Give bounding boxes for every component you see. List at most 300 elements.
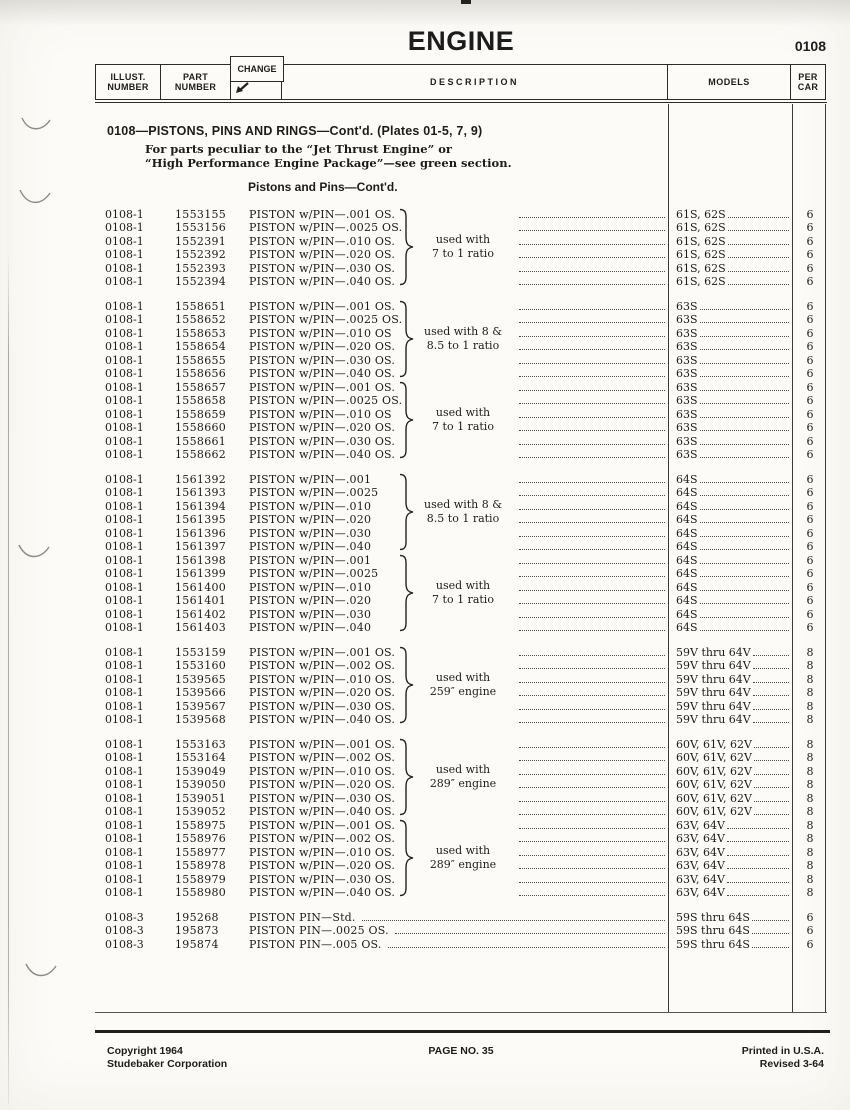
models-cell: [669, 421, 793, 434]
models-cell: [669, 832, 793, 845]
dotted-leader: [700, 376, 789, 377]
brace-note-line: 8.5 to 1 ratio: [426, 338, 500, 352]
part: 1561398: [175, 553, 227, 567]
table-row: [95, 275, 827, 289]
part: 1561397: [175, 540, 227, 553]
dotted-leader: [700, 363, 789, 364]
dotted-leader: [519, 747, 665, 748]
models: 63V, 64V: [676, 886, 725, 899]
illust: 0108-1: [105, 221, 144, 234]
illust: 0108-1: [105, 699, 144, 713]
dotted-leader: [752, 920, 789, 921]
models: 63S: [676, 367, 698, 380]
illust: 0108-1: [105, 353, 144, 367]
dotted-leader: [753, 668, 789, 669]
per: 6: [806, 526, 814, 540]
brace-note: [411, 579, 515, 606]
desc: PISTON w/PIN—.030 OS.: [249, 261, 396, 275]
table-row: [95, 313, 827, 327]
per: 6: [806, 499, 814, 513]
desc: PISTON w/PIN—.0025 OS.: [249, 313, 403, 326]
part: 1539567: [175, 699, 227, 713]
models-cell: [669, 792, 793, 805]
page-curl-mark: [18, 188, 52, 208]
brace-note-line: 7 to 1 ratio: [432, 419, 494, 433]
models: 59V thru 64V: [676, 659, 751, 672]
desc: PISTON w/PIN—.040 OS.: [249, 713, 396, 726]
dotted-leader: [519, 271, 665, 272]
illust: 0108-1: [105, 607, 144, 621]
per: 6: [806, 353, 814, 367]
desc: PISTON w/PIN—.0025: [249, 567, 379, 580]
dotted-leader: [519, 444, 665, 445]
illust: 0108-1: [105, 872, 144, 886]
per: 8: [806, 751, 814, 764]
per: 6: [806, 221, 814, 234]
dotted-leader: [519, 814, 665, 815]
dotted-leader: [519, 895, 665, 896]
dotted-leader: [519, 522, 665, 523]
illust: 0108-1: [105, 713, 144, 726]
table-row: [95, 448, 827, 462]
desc: PISTON w/PIN—.010 OS.: [249, 764, 396, 778]
illust: 0108-1: [105, 513, 144, 526]
illust: 0108-1: [105, 261, 144, 275]
dotted-leader: [388, 947, 665, 948]
models: 59V thru 64V: [676, 713, 751, 726]
dotted-leader: [519, 774, 665, 775]
dotted-leader: [519, 482, 665, 483]
brace-note-line: used with: [435, 844, 491, 857]
part: 1558662: [175, 448, 227, 461]
per: 6: [806, 910, 814, 924]
desc: PISTON w/PIN—.040 OS.: [249, 448, 396, 461]
illust: 0108-1: [105, 621, 144, 634]
illust: 0108-1: [105, 499, 144, 513]
desc: PISTON PIN—Std.: [249, 910, 356, 924]
desc: PISTON w/PIN—.001 OS.: [249, 737, 396, 751]
models: 59V thru 64V: [676, 672, 751, 686]
header-double-rule: [95, 102, 827, 104]
dotted-leader: [700, 390, 789, 391]
dotted-leader: [519, 284, 665, 285]
dotted-leader: [700, 403, 789, 404]
illust: 0108-1: [105, 567, 144, 580]
dotted-leader: [519, 801, 665, 802]
dotted-leader: [519, 722, 665, 723]
per: 6: [806, 261, 814, 275]
part: 1558658: [175, 394, 227, 407]
illust: 0108-1: [105, 326, 144, 340]
brace-note-line: 8.5 to 1 ratio: [426, 511, 500, 525]
section-heading: 0108—PISTONS, PINS AND RINGS—Cont'd. (Plates 01-5, 7, 9): [107, 124, 483, 138]
models: 63V, 64V: [676, 859, 725, 872]
models-cell: [669, 646, 793, 659]
dotted-leader: [519, 430, 665, 431]
dotted-leader: [519, 590, 665, 591]
table-row: [95, 886, 827, 900]
dotted-leader: [728, 244, 789, 245]
part: 1561392: [175, 472, 227, 486]
part: 1561402: [175, 607, 227, 621]
illust: 0108-3: [105, 924, 144, 937]
per: 6: [806, 434, 814, 448]
per: 6: [806, 580, 814, 594]
per: 8: [806, 832, 814, 845]
section-note-line2: “High Performance Engine Package”—see green section.: [145, 156, 512, 170]
footer-printed-line2: Revised 3-64: [759, 1058, 824, 1070]
desc: PISTON w/PIN—.001 OS.: [249, 818, 396, 832]
desc: PISTON w/PIN—.020 OS.: [249, 421, 396, 434]
dotted-leader: [753, 709, 789, 710]
dotted-leader: [700, 430, 789, 431]
part: 1539566: [175, 686, 227, 699]
dotted-leader: [727, 882, 789, 883]
models-cell: [669, 394, 793, 407]
table-row: [95, 261, 827, 275]
table-row: [95, 832, 827, 846]
illust: 0108-1: [105, 845, 144, 859]
models: 61S, 62S: [676, 275, 726, 288]
models: 64S: [676, 553, 698, 567]
desc: PISTON w/PIN—.001 OS.: [249, 380, 396, 394]
dotted-leader: [728, 217, 789, 218]
part: 1552391: [175, 234, 227, 248]
table-row: [95, 751, 827, 765]
models-cell: [669, 500, 793, 513]
models-cell: [669, 527, 793, 540]
part: 1558978: [175, 859, 227, 872]
models-cell: [669, 381, 793, 394]
per: 6: [806, 937, 814, 951]
dotted-leader: [519, 217, 665, 218]
dotted-leader: [753, 682, 789, 683]
dotted-leader: [700, 509, 789, 510]
illust: 0108-1: [105, 367, 144, 380]
part: 1553155: [175, 207, 227, 221]
part: 1561393: [175, 486, 227, 499]
table-row: [95, 791, 827, 805]
table-row: [95, 486, 827, 500]
models: 63S: [676, 353, 698, 367]
brace-note-line: used with 8 &: [424, 325, 502, 338]
dotted-leader: [519, 630, 665, 631]
dotted-leader: [754, 774, 789, 775]
illust: 0108-1: [105, 672, 144, 686]
part: 1552393: [175, 261, 227, 275]
per: 8: [806, 845, 814, 859]
brace-note: [411, 671, 515, 698]
dotted-leader: [727, 855, 789, 856]
dotted-leader: [519, 868, 665, 869]
per: 8: [806, 818, 814, 832]
page-title: ENGINE: [407, 26, 515, 56]
desc: PISTON w/PIN—.030: [249, 607, 372, 621]
models-cell: [669, 924, 793, 937]
dotted-leader: [519, 655, 665, 656]
part: 1539049: [175, 764, 227, 778]
part: 1561403: [175, 621, 227, 634]
page-edge-shadow: [8, 250, 9, 1105]
desc: PISTON PIN—.005 OS.: [249, 937, 382, 951]
dotted-leader: [519, 695, 665, 696]
dotted-leader: [700, 603, 789, 604]
table-row: [95, 607, 827, 621]
models-cell: [669, 208, 793, 221]
dotted-leader: [727, 828, 789, 829]
per: 6: [806, 248, 814, 261]
part: 1539052: [175, 805, 227, 818]
models: 59V thru 64V: [676, 645, 751, 659]
dotted-leader: [519, 309, 665, 310]
illust: 0108-1: [105, 886, 144, 899]
models-cell: [669, 581, 793, 594]
per: 6: [806, 924, 814, 937]
dotted-leader: [700, 576, 789, 577]
dotted-leader: [754, 814, 789, 815]
models: 63S: [676, 326, 698, 340]
part: 1561401: [175, 594, 227, 607]
dotted-leader: [519, 230, 665, 231]
models: 60V, 61V, 62V: [676, 791, 752, 805]
per: 6: [806, 594, 814, 607]
part: 1558652: [175, 313, 227, 326]
parts-block: [95, 472, 827, 634]
models-cell: [669, 513, 793, 526]
models: 59S thru 64S: [676, 937, 750, 951]
models-cell: [669, 738, 793, 751]
per: 8: [806, 791, 814, 805]
illust: 0108-1: [105, 299, 144, 313]
dotted-leader: [700, 444, 789, 445]
illust: 0108-1: [105, 486, 144, 499]
part: 1561394: [175, 499, 227, 513]
desc: PISTON w/PIN—.001 OS.: [249, 207, 396, 221]
brace-note: [411, 763, 515, 790]
per: 6: [806, 448, 814, 461]
dotted-leader: [519, 376, 665, 377]
desc: PISTON PIN—.0025 OS.: [249, 924, 389, 937]
part: 1553160: [175, 659, 227, 672]
models-cell: [669, 621, 793, 634]
table-row: [95, 805, 827, 819]
dotted-leader: [700, 617, 789, 618]
footer-rule: [95, 1030, 830, 1033]
desc: PISTON w/PIN—.010 OS.: [249, 672, 396, 686]
footer-copyright-line2: Studebaker Corporation: [107, 1058, 228, 1070]
models-cell: [669, 300, 793, 313]
table-row: [95, 737, 827, 751]
models: 64S: [676, 594, 698, 607]
dotted-leader: [395, 933, 665, 934]
desc: PISTON w/PIN—.001: [249, 553, 372, 567]
table-row: [95, 221, 827, 235]
parts-block: [95, 207, 827, 288]
per: 6: [806, 326, 814, 340]
dotted-leader: [519, 855, 665, 856]
models-cell: [669, 886, 793, 899]
dotted-leader: [752, 933, 789, 934]
dotted-leader: [519, 457, 665, 458]
desc: PISTON w/PIN—.030 OS.: [249, 434, 396, 448]
dotted-leader: [519, 828, 665, 829]
brace-note-line: 289″ engine: [429, 776, 497, 790]
illust: 0108-1: [105, 472, 144, 486]
table-row: [95, 713, 827, 727]
illust: 0108-1: [105, 818, 144, 832]
illust: 0108-1: [105, 553, 144, 567]
dotted-leader: [700, 482, 789, 483]
column-header-change: [231, 65, 282, 99]
dotted-leader: [753, 695, 789, 696]
dotted-leader: [754, 801, 789, 802]
table-row: [95, 434, 827, 448]
models: 60V, 61V, 62V: [676, 805, 752, 818]
desc: PISTON w/PIN—.020 OS.: [249, 340, 396, 353]
per: 8: [806, 686, 814, 699]
dotted-leader: [727, 841, 789, 842]
desc: PISTON w/PIN—.001: [249, 472, 372, 486]
desc: PISTON w/PIN—.020 OS.: [249, 248, 396, 261]
brace-note-line: used with: [435, 579, 491, 592]
dotted-leader: [519, 403, 665, 404]
part: 1553164: [175, 751, 227, 764]
models: 64S: [676, 472, 698, 486]
per: 8: [806, 737, 814, 751]
per: 6: [806, 275, 814, 288]
table-row: [95, 818, 827, 832]
models-cell: [669, 594, 793, 607]
dotted-leader: [519, 709, 665, 710]
per: 6: [806, 421, 814, 434]
models: 63S: [676, 434, 698, 448]
desc: PISTON w/PIN—.020: [249, 594, 372, 607]
column-header-part-number: PART NUMBER: [161, 65, 231, 99]
part: 1558651: [175, 299, 227, 313]
per: 6: [806, 486, 814, 499]
models-cell: [669, 554, 793, 567]
part: 195874: [175, 937, 219, 951]
desc: PISTON w/PIN—.010 OS: [249, 326, 392, 340]
models: 64S: [676, 567, 698, 580]
part: 195268: [175, 910, 219, 924]
dotted-leader: [700, 549, 789, 550]
dotted-leader: [519, 390, 665, 391]
models-cell: [669, 805, 793, 818]
desc: PISTON w/PIN—.030 OS.: [249, 791, 396, 805]
models: 59V thru 64V: [676, 699, 751, 713]
desc: PISTON w/PIN—.020 OS.: [249, 778, 396, 791]
models-cell: [669, 473, 793, 486]
desc: PISTON w/PIN—.030 OS.: [249, 872, 396, 886]
illust: 0108-1: [105, 764, 144, 778]
models-cell: [669, 713, 793, 726]
page-curl-mark: [24, 962, 58, 981]
table-row: [95, 699, 827, 713]
part: 1553163: [175, 737, 227, 751]
parts-block: [95, 645, 827, 726]
per: 6: [806, 367, 814, 380]
dotted-leader: [519, 349, 665, 350]
illust: 0108-1: [105, 380, 144, 394]
models-cell: [669, 486, 793, 499]
page-curl-mark: [17, 543, 51, 562]
parts-block: [95, 910, 827, 951]
desc: PISTON w/PIN—.040: [249, 621, 372, 634]
per: 8: [806, 778, 814, 791]
part: 1558977: [175, 845, 227, 859]
per: 6: [806, 407, 814, 421]
brace-note: [411, 844, 515, 871]
part: 1561399: [175, 567, 227, 580]
models: 59V thru 64V: [676, 686, 751, 699]
footer-printed-line1: Printed in U.S.A.: [741, 1045, 824, 1057]
dotted-leader: [362, 920, 665, 921]
dotted-leader: [728, 284, 789, 285]
illust: 0108-3: [105, 937, 144, 951]
illust: 0108-1: [105, 686, 144, 699]
illust: 0108-1: [105, 207, 144, 221]
dotted-leader: [519, 244, 665, 245]
models-cell: [669, 873, 793, 886]
models-cell: [669, 540, 793, 553]
dotted-leader: [519, 841, 665, 842]
per: 8: [806, 645, 814, 659]
dotted-leader: [519, 668, 665, 669]
dotted-leader: [519, 760, 665, 761]
part: 1539568: [175, 713, 227, 726]
part: 1561396: [175, 526, 227, 540]
dotted-leader: [754, 760, 789, 761]
models-cell: [669, 700, 793, 713]
models-cell: [669, 608, 793, 621]
brace-note-line: 259″ engine: [429, 684, 497, 698]
brace-note-line: 289″ engine: [429, 857, 497, 871]
models-cell: [669, 327, 793, 340]
per: 6: [806, 340, 814, 353]
table-row: [95, 299, 827, 313]
models: 64S: [676, 540, 698, 553]
dotted-leader: [519, 336, 665, 337]
dotted-leader: [700, 590, 789, 591]
part: 195873: [175, 924, 219, 937]
per: 6: [806, 207, 814, 221]
models: 61S, 62S: [676, 234, 726, 248]
table-row: [95, 472, 827, 486]
models-cell: [669, 448, 793, 461]
models: 61S, 62S: [676, 261, 726, 275]
desc: PISTON w/PIN—.010: [249, 580, 372, 594]
dotted-leader: [700, 336, 789, 337]
brace-note: [411, 325, 515, 352]
models-cell: [669, 659, 793, 672]
illust: 0108-1: [105, 832, 144, 845]
column-header-models: MODELS: [668, 65, 791, 99]
desc: PISTON w/PIN—.0025 OS.: [249, 394, 403, 407]
illust: 0108-1: [105, 778, 144, 791]
dotted-leader: [700, 630, 789, 631]
dotted-leader: [728, 271, 789, 272]
page-code: 0108: [794, 38, 826, 54]
models-cell: [669, 686, 793, 699]
dotted-leader: [700, 322, 789, 323]
desc: PISTON w/PIN—.001 OS.: [249, 299, 396, 313]
illust: 0108-1: [105, 791, 144, 805]
table-row: [95, 924, 827, 938]
illust: 0108-1: [105, 407, 144, 421]
part: 1552394: [175, 275, 227, 288]
dotted-leader: [519, 536, 665, 537]
